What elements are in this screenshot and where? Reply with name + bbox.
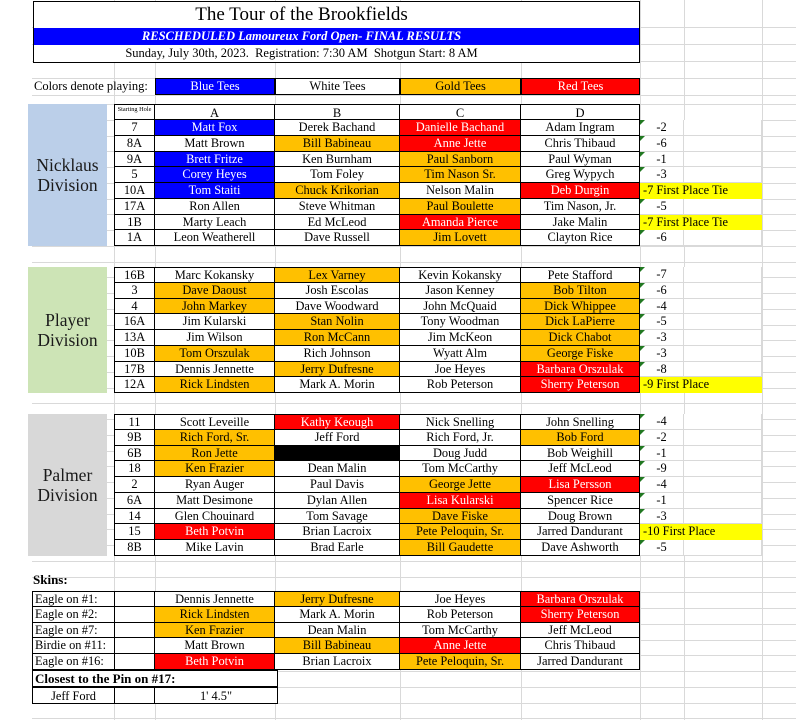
score-extra-cell[interactable] [684, 199, 762, 215]
player-cell[interactable]: Marc Kokansky [155, 267, 275, 283]
player-cell[interactable]: Dave Fiske [400, 509, 521, 525]
gridline-vertical [762, 0, 763, 720]
score-extra-cell[interactable] [684, 167, 762, 183]
hole-cell[interactable]: 16A [114, 314, 155, 330]
player-cell[interactable]: Jim Lovett [400, 230, 521, 246]
score-highlight[interactable]: -9 First Place [640, 377, 762, 393]
player-cell[interactable]: Dean Malin [275, 461, 400, 477]
hole-cell[interactable]: 11 [114, 414, 155, 430]
hole-cell[interactable]: 9B [114, 430, 155, 446]
player-cell[interactable]: Corey Heyes [155, 167, 275, 183]
hole-cell[interactable]: 17A [114, 199, 155, 215]
gridline-horizontal [32, 403, 796, 404]
skins-player-cell[interactable]: Jerry Dufresne [275, 591, 400, 607]
cell-flag-triangle [640, 230, 645, 235]
skins-player-cell[interactable]: Anne Jette [400, 638, 521, 654]
player-cell[interactable]: Jason Kenney [400, 283, 521, 299]
player-cell[interactable]: Pete Peloquin, Sr. [400, 524, 521, 540]
score-extra-cell[interactable] [684, 152, 762, 168]
legend-tee-white[interactable]: White Tees [275, 78, 400, 95]
player-cell[interactable]: Ken Burnham [275, 152, 400, 168]
player-cell[interactable]: Nelson Malin [400, 183, 521, 199]
player-cell[interactable]: Kathy Keough [275, 414, 400, 430]
cell-flag-triangle [640, 330, 645, 335]
column-header-D[interactable]: D [521, 104, 640, 120]
player-cell[interactable]: Dick Whippee [521, 299, 640, 315]
player-cell[interactable]: Steve Whitman [275, 199, 400, 215]
player-cell[interactable]: Rich Johnson [275, 346, 400, 362]
gridline-horizontal [32, 718, 796, 719]
score-cell[interactable]: -4 [640, 477, 684, 493]
player-cell[interactable]: Sherry Peterson [521, 377, 640, 393]
player-cell[interactable]: Paul Wyman [521, 152, 640, 168]
score-cell[interactable]: -3 [640, 167, 684, 183]
score-extra-cell[interactable] [684, 446, 762, 462]
header-block [33, 1, 640, 63]
division-label-palmer: Palmer Division [28, 414, 107, 556]
player-cell[interactable]: Amanda Pierce [400, 215, 521, 231]
skins-player-cell[interactable]: Tom McCarthy [400, 623, 521, 639]
player-cell[interactable]: George Fiske [521, 346, 640, 362]
score-cell[interactable]: -3 [640, 509, 684, 525]
player-cell[interactable]: Bob Ford [521, 430, 640, 446]
skins-label-cell[interactable]: Eagle on #2: [32, 607, 115, 623]
score-cell[interactable]: -9 [640, 461, 684, 477]
player-cell[interactable]: Mark A. Morin [275, 377, 400, 393]
column-header-starting-hole[interactable]: Starting Hole [114, 104, 155, 120]
player-cell[interactable]: Tim Nason Sr. [400, 167, 521, 183]
player-cell[interactable]: Paul Davis [275, 477, 400, 493]
player-cell[interactable]: Dave Daoust [155, 283, 275, 299]
cell-flag-triangle [640, 362, 645, 367]
page-title: The Tour of the Brookfields [195, 4, 408, 25]
skins-blank-cell[interactable] [115, 654, 155, 670]
cell-flag-triangle [640, 414, 645, 419]
score-cell[interactable]: -2 [640, 120, 684, 136]
skins-player-cell[interactable]: Bill Babineau [275, 638, 400, 654]
hole-cell[interactable]: 8B [114, 540, 155, 556]
skins-player-cell[interactable]: Dean Malin [275, 623, 400, 639]
score-extra-cell[interactable] [684, 283, 762, 299]
player-cell[interactable]: Marty Leach [155, 215, 275, 231]
hole-cell[interactable]: 1A [114, 230, 155, 246]
player-cell[interactable]: Dave Russell [275, 230, 400, 246]
score-extra-cell[interactable] [684, 414, 762, 430]
score-extra-cell[interactable] [684, 267, 762, 283]
skins-player-cell[interactable]: Brian Lacroix [275, 654, 400, 670]
player-cell[interactable]: Mike Lavin [155, 540, 275, 556]
player-cell[interactable]: Dylan Allen [275, 493, 400, 509]
cell-flag-triangle [640, 346, 645, 351]
player-cell[interactable]: Dave Woodward [275, 299, 400, 315]
score-cell[interactable]: -5 [640, 540, 684, 556]
score-extra-cell[interactable] [684, 120, 762, 136]
hole-cell[interactable]: 10A [114, 183, 155, 199]
player-cell[interactable]: Ken Frazier [155, 461, 275, 477]
legend-tee-blue[interactable]: Blue Tees [155, 78, 275, 95]
score-cell[interactable]: -4 [640, 414, 684, 430]
score-highlight[interactable]: -7 First Place Tie [640, 183, 762, 199]
cell-flag-triangle [640, 477, 645, 482]
player-cell[interactable]: Ed McLeod [275, 215, 400, 231]
hole-cell[interactable]: 2 [114, 477, 155, 493]
player-cell[interactable]: Dave Ashworth [521, 540, 640, 556]
closest-pin-player-cell[interactable]: Jeff Ford [32, 687, 115, 704]
cell-flag-triangle [640, 267, 645, 272]
skins-player-cell[interactable]: Matt Brown [155, 638, 275, 654]
player-cell[interactable]: Paul Sanborn [400, 152, 521, 168]
player-cell[interactable] [275, 446, 400, 462]
player-cell[interactable]: John McQuaid [400, 299, 521, 315]
skins-player-cell[interactable]: Chris Thibaud [521, 638, 640, 654]
closest-pin-distance-cell[interactable]: 1' 4.5" [155, 687, 278, 704]
column-header-A[interactable]: A [155, 104, 275, 120]
skins-player-cell[interactable]: Ken Frazier [155, 623, 275, 639]
legend-tee-gold[interactable]: Gold Tees [400, 78, 521, 95]
legend-tee-red[interactable]: Red Tees [521, 78, 640, 95]
skins-player-cell[interactable]: Mark A. Morin [275, 607, 400, 623]
score-extra-cell[interactable] [684, 314, 762, 330]
skins-label-cell[interactable]: Eagle on #7: [32, 623, 115, 639]
hole-cell[interactable]: 10B [114, 346, 155, 362]
hole-cell[interactable]: 6B [114, 446, 155, 462]
cell-flag-triangle [640, 299, 645, 304]
score-cell[interactable]: -6 [640, 230, 684, 246]
closest-pin-title: Closest to the Pin on #17: [32, 670, 278, 687]
player-cell[interactable]: Pete Stafford [521, 267, 640, 283]
player-cell[interactable]: Paul Boulette [400, 199, 521, 215]
hole-cell[interactable]: 6A [114, 493, 155, 509]
division-label-nicklaus: Nicklaus Division [28, 104, 107, 246]
score-extra-cell[interactable] [684, 477, 762, 493]
score-cell[interactable]: -6 [640, 283, 684, 299]
player-cell[interactable]: Jerry Dufresne [275, 362, 400, 378]
player-cell[interactable]: Adam Ingram [521, 120, 640, 136]
skins-label-cell[interactable]: Birdie on #11: [32, 638, 115, 654]
player-cell[interactable]: Bill Babineau [275, 136, 400, 152]
player-cell[interactable]: Danielle Bachand [400, 120, 521, 136]
player-cell[interactable]: Tom Foley [275, 167, 400, 183]
division-label-player: Player Division [28, 267, 107, 393]
score-cell[interactable]: -7 [640, 267, 684, 283]
score-extra-cell[interactable] [684, 362, 762, 378]
gridline-horizontal [32, 95, 796, 96]
player-cell[interactable]: Matt Desimone [155, 493, 275, 509]
hole-cell[interactable]: 9A [114, 152, 155, 168]
hole-cell[interactable]: 5 [114, 167, 155, 183]
cell-flag-triangle [640, 509, 645, 514]
score-cell[interactable]: -2 [640, 430, 684, 446]
player-cell[interactable]: Brett Fritze [155, 152, 275, 168]
score-cell[interactable]: -5 [640, 199, 684, 215]
score-extra-cell[interactable] [684, 136, 762, 152]
cell-flag-triangle [640, 314, 645, 319]
player-cell[interactable]: Beth Potvin [155, 524, 275, 540]
player-cell[interactable]: Matt Brown [155, 136, 275, 152]
skins-player-cell[interactable]: Beth Potvin [155, 654, 275, 670]
score-cell[interactable]: -5 [640, 314, 684, 330]
skins-player-cell[interactable]: Sherry Peterson [521, 607, 640, 623]
skins-player-cell[interactable]: Rob Peterson [400, 607, 521, 623]
player-cell[interactable]: Doug Judd [400, 446, 521, 462]
player-cell[interactable]: Lex Varney [275, 267, 400, 283]
player-cell[interactable]: Dennis Jennette [155, 362, 275, 378]
player-cell[interactable]: Tim Nason, Jr. [521, 199, 640, 215]
player-cell[interactable]: Tom McCarthy [400, 461, 521, 477]
score-extra-cell[interactable] [684, 299, 762, 315]
event-banner: RESCHEDULED Lamoureux Ford Open- FINAL RESULTS [34, 28, 639, 45]
player-cell[interactable]: Kevin Kokansky [400, 267, 521, 283]
gridline-horizontal [32, 262, 796, 263]
hole-cell[interactable]: 8A [114, 136, 155, 152]
hole-cell[interactable]: 18 [114, 461, 155, 477]
player-cell[interactable]: Lisa Kularski [400, 493, 521, 509]
player-cell[interactable]: Tom Savage [275, 509, 400, 525]
skins-blank-cell[interactable] [115, 607, 155, 623]
player-cell[interactable]: Anne Jette [400, 136, 521, 152]
gridline-horizontal [32, 561, 796, 562]
player-cell[interactable]: Barbara Orszulak [521, 362, 640, 378]
player-cell[interactable]: Ron McCann [275, 330, 400, 346]
column-header-C[interactable]: C [400, 104, 521, 120]
player-cell[interactable]: Lisa Persson [521, 477, 640, 493]
score-cell[interactable]: -1 [640, 152, 684, 168]
player-cell[interactable]: Jarred Dandurant [521, 524, 640, 540]
player-cell[interactable]: Matt Fox [155, 120, 275, 136]
score-highlight[interactable]: -7 First Place Tie [640, 215, 762, 231]
cell-flag-triangle [640, 120, 645, 125]
cell-flag-triangle [640, 461, 645, 466]
column-header-B[interactable]: B [275, 104, 400, 120]
skins-title: Skins: [33, 572, 68, 587]
player-cell[interactable]: Nick Snelling [400, 414, 521, 430]
player-cell[interactable]: Jeff McLeod [521, 461, 640, 477]
hole-cell[interactable]: 1B [114, 215, 155, 231]
player-cell[interactable]: Clayton Rice [521, 230, 640, 246]
player-cell[interactable]: Jim McKeon [400, 330, 521, 346]
player-cell[interactable]: Chuck Krikorian [275, 183, 400, 199]
player-cell[interactable]: Jim Kularski [155, 314, 275, 330]
player-cell[interactable]: John Snelling [521, 414, 640, 430]
player-cell[interactable]: Scott Leveille [155, 414, 275, 430]
player-cell[interactable]: Ron Allen [155, 199, 275, 215]
player-cell[interactable]: Doug Brown [521, 509, 640, 525]
player-cell[interactable]: Tom Staiti [155, 183, 275, 199]
cell-flag-triangle [640, 283, 645, 288]
skins-player-cell[interactable]: Dennis Jennette [155, 591, 275, 607]
hole-cell[interactable]: 12A [114, 377, 155, 393]
skins-player-cell[interactable]: Jeff McLeod [521, 623, 640, 639]
player-cell[interactable]: Glen Chouinard [155, 509, 275, 525]
score-extra-cell[interactable] [684, 230, 762, 246]
player-cell[interactable]: Jeff Ford [275, 430, 400, 446]
skins-blank-cell[interactable] [115, 623, 155, 639]
score-cell[interactable]: -1 [640, 446, 684, 462]
score-extra-cell[interactable] [684, 430, 762, 446]
cell-flag-triangle [640, 540, 645, 545]
player-cell[interactable]: Dick Chabot [521, 330, 640, 346]
player-cell[interactable]: Joe Heyes [400, 362, 521, 378]
player-cell[interactable]: Spencer Rice [521, 493, 640, 509]
closest-pin-blank-cell[interactable] [115, 687, 155, 704]
skins-label-cell[interactable]: Eagle on #16: [32, 654, 115, 670]
hole-cell[interactable]: 3 [114, 283, 155, 299]
hole-cell[interactable]: 4 [114, 299, 155, 315]
hole-cell[interactable]: 7 [114, 120, 155, 136]
player-cell[interactable]: Chris Thibaud [521, 136, 640, 152]
player-cell[interactable]: Jake Malin [521, 215, 640, 231]
score-highlight[interactable]: -10 First Place [640, 524, 762, 540]
player-cell[interactable]: Bill Gaudette [400, 540, 521, 556]
skins-player-cell[interactable]: Pete Peloquin, Sr. [400, 654, 521, 670]
hole-cell[interactable]: 13A [114, 330, 155, 346]
skins-player-cell[interactable]: Joe Heyes [400, 591, 521, 607]
skins-blank-cell[interactable] [115, 638, 155, 654]
cell-flag-triangle [640, 199, 645, 204]
score-extra-cell[interactable] [684, 346, 762, 362]
skins-label-cell[interactable]: Eagle on #1: [32, 591, 115, 607]
player-cell[interactable]: Greg Wypych [521, 167, 640, 183]
player-cell[interactable]: Bob Tilton [521, 283, 640, 299]
player-cell[interactable]: Stan Nolin [275, 314, 400, 330]
skins-player-cell[interactable]: Jarred Dandurant [521, 654, 640, 670]
player-cell[interactable]: Tony Woodman [400, 314, 521, 330]
player-cell[interactable]: Bob Weighill [521, 446, 640, 462]
score-extra-cell[interactable] [684, 461, 762, 477]
skins-blank-cell[interactable] [115, 591, 155, 607]
player-cell[interactable]: Rob Peterson [400, 377, 521, 393]
player-cell[interactable]: Leon Weatherell [155, 230, 275, 246]
score-cell[interactable]: -1 [640, 493, 684, 509]
player-cell[interactable]: Wyatt Alm [400, 346, 521, 362]
skins-player-cell[interactable]: Barbara Orszulak [521, 591, 640, 607]
score-extra-cell[interactable] [684, 330, 762, 346]
player-cell[interactable]: Brad Earle [275, 540, 400, 556]
player-cell[interactable]: Jim Wilson [155, 330, 275, 346]
hole-cell[interactable]: 17B [114, 362, 155, 378]
cell-flag-triangle [640, 493, 645, 498]
skins-player-cell[interactable]: Rick Lindsten [155, 607, 275, 623]
player-cell[interactable]: Deb Durgin [521, 183, 640, 199]
player-cell[interactable]: Ryan Auger [155, 477, 275, 493]
score-cell[interactable]: -6 [640, 136, 684, 152]
player-cell[interactable]: Dick LaPierre [521, 314, 640, 330]
player-cell[interactable]: John Markey [155, 299, 275, 315]
hole-cell[interactable]: 14 [114, 509, 155, 525]
player-cell[interactable]: Rich Ford, Jr. [400, 430, 521, 446]
player-cell[interactable]: Rich Ford, Sr. [155, 430, 275, 446]
cell-flag-triangle [640, 136, 645, 141]
score-cell[interactable]: -8 [640, 362, 684, 378]
score-cell[interactable]: -4 [640, 299, 684, 315]
cell-flag-triangle [640, 430, 645, 435]
score-extra-cell[interactable] [684, 509, 762, 525]
cell-flag-triangle [640, 167, 645, 172]
cell-flag-triangle [640, 446, 645, 451]
gridline-horizontal [32, 577, 796, 578]
player-cell[interactable]: George Jette [400, 477, 521, 493]
event-schedule: Sunday, July 30th, 2023. Registration: 7:30 AM Shotgun Start: 8 AM [125, 46, 478, 60]
score-cell[interactable]: -3 [640, 330, 684, 346]
player-cell[interactable]: Josh Escolas [275, 283, 400, 299]
score-extra-cell[interactable] [684, 493, 762, 509]
hole-cell[interactable]: 15 [114, 524, 155, 540]
player-cell[interactable]: Brian Lacroix [275, 524, 400, 540]
score-cell[interactable]: -3 [640, 346, 684, 362]
player-cell[interactable]: Ron Jette [155, 446, 275, 462]
legend-label: Colors denote playing: [34, 79, 148, 93]
cell-flag-triangle [640, 152, 645, 157]
score-extra-cell[interactable] [684, 540, 762, 556]
player-cell[interactable]: Derek Bachand [275, 120, 400, 136]
player-cell[interactable]: Rick Lindsten [155, 377, 275, 393]
player-cell[interactable]: Tom Orszulak [155, 346, 275, 362]
hole-cell[interactable]: 16B [114, 267, 155, 283]
